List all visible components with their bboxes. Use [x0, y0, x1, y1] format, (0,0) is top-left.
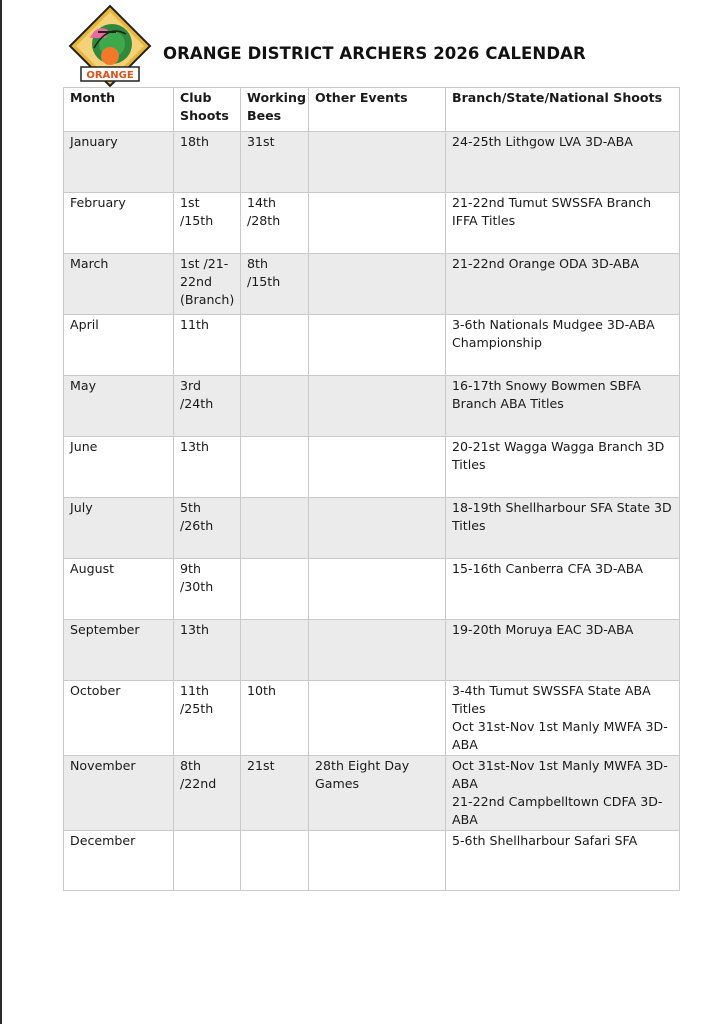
branch-shoots-cell: 15-16th Canberra CFA 3D-ABA: [446, 559, 680, 620]
club-shoots-cell: 3rd /24th: [174, 376, 241, 437]
club-shoots-cell: [174, 831, 241, 891]
other-events-cell: [309, 831, 446, 891]
month-cell: May: [64, 376, 174, 437]
table-row: [64, 193, 680, 254]
month-cell: February: [64, 193, 174, 254]
club-shoots-cell: 13th: [174, 437, 241, 498]
other-events-cell: [309, 132, 446, 193]
working-bees-cell: [241, 831, 309, 891]
working-bees-cell: [241, 315, 309, 376]
month-cell: September: [64, 620, 174, 681]
month-cell: December: [64, 831, 174, 891]
working-bees-cell: 21st: [241, 756, 309, 831]
header-branch-shoots: Branch/State/National Shoots: [446, 88, 680, 132]
table-row: [64, 376, 680, 437]
working-bees-cell: 31st: [241, 132, 309, 193]
month-cell: October: [64, 681, 174, 756]
other-events-cell: [309, 376, 446, 437]
table-row: [64, 437, 680, 498]
month-cell: November: [64, 756, 174, 831]
calendar-table: [63, 87, 680, 891]
header-club-shoots: Club Shoots: [174, 88, 241, 132]
orange-club-logo: [68, 4, 152, 88]
branch-shoots-cell: 3-6th Nationals Mudgee 3D-ABA Championship: [446, 315, 680, 376]
working-bees-cell: [241, 498, 309, 559]
other-events-cell: [309, 193, 446, 254]
month-cell: August: [64, 559, 174, 620]
club-shoots-cell: 13th: [174, 620, 241, 681]
club-shoots-cell: 11th /25th: [174, 681, 241, 756]
other-events-cell: [309, 681, 446, 756]
table-row: [64, 498, 680, 559]
other-events-cell: [309, 437, 446, 498]
branch-shoots-cell: 21-22nd Tumut SWSSFA Branch IFFA Titles: [446, 193, 680, 254]
working-bees-cell: [241, 559, 309, 620]
branch-shoots-cell: 18-19th Shellharbour SFA State 3D Titles: [446, 498, 680, 559]
working-bees-cell: [241, 437, 309, 498]
logo-text: ORANGE: [86, 70, 134, 81]
table-row: [64, 315, 680, 376]
month-cell: April: [64, 315, 174, 376]
header-other-events: Other Events: [309, 88, 446, 132]
club-shoots-cell: 1st /21-22nd (Branch): [174, 254, 241, 315]
other-events-cell: 28th Eight Day Games: [309, 756, 446, 831]
header-row: [64, 88, 680, 132]
club-shoots-cell: 1st /15th: [174, 193, 241, 254]
table-row: [64, 756, 680, 831]
table-row: [64, 620, 680, 681]
branch-shoots-cell: 19-20th Moruya EAC 3D-ABA: [446, 620, 680, 681]
branch-shoots-cell: 16-17th Snowy Bowmen SBFA Branch ABA Titles: [446, 376, 680, 437]
month-cell: July: [64, 498, 174, 559]
table-row: [64, 132, 680, 193]
branch-shoots-cell: Oct 31st-Nov 1st Manly MWFA 3D-ABA 21-22nd Campbelltown CDFA 3D-ABA: [446, 756, 680, 831]
working-bees-cell: 14th /28th: [241, 193, 309, 254]
table-row: [64, 831, 680, 891]
table-row: [64, 681, 680, 756]
branch-shoots-cell: 3-4th Tumut SWSSFA State ABA Titles Oct 31st-Nov 1st Manly MWFA 3D-ABA: [446, 681, 680, 756]
club-shoots-cell: 11th: [174, 315, 241, 376]
header-month: Month: [64, 88, 174, 132]
month-cell: June: [64, 437, 174, 498]
working-bees-cell: 10th: [241, 681, 309, 756]
other-events-cell: [309, 498, 446, 559]
club-shoots-cell: 9th /30th: [174, 559, 241, 620]
branch-shoots-cell: 24-25th Lithgow LVA 3D-ABA: [446, 132, 680, 193]
branch-shoots-cell: 5-6th Shellharbour Safari SFA: [446, 831, 680, 891]
month-cell: January: [64, 132, 174, 193]
working-bees-cell: 8th /15th: [241, 254, 309, 315]
branch-shoots-cell: 21-22nd Orange ODA 3D-ABA: [446, 254, 680, 315]
club-shoots-cell: 5th /26th: [174, 498, 241, 559]
table-row: [64, 254, 680, 315]
archer-logo-icon: [68, 4, 152, 88]
branch-shoots-cell: 20-21st Wagga Wagga Branch 3D Titles: [446, 437, 680, 498]
page-title: ORANGE DISTRICT ARCHERS 2026 CALENDAR: [163, 44, 586, 63]
other-events-cell: [309, 620, 446, 681]
club-shoots-cell: 18th: [174, 132, 241, 193]
table-row: [64, 559, 680, 620]
other-events-cell: [309, 559, 446, 620]
month-cell: March: [64, 254, 174, 315]
other-events-cell: [309, 254, 446, 315]
header-working-bees: Working Bees: [241, 88, 309, 132]
working-bees-cell: [241, 620, 309, 681]
working-bees-cell: [241, 376, 309, 437]
club-shoots-cell: 8th /22nd: [174, 756, 241, 831]
page-left-edge: [0, 0, 2, 1024]
other-events-cell: [309, 315, 446, 376]
